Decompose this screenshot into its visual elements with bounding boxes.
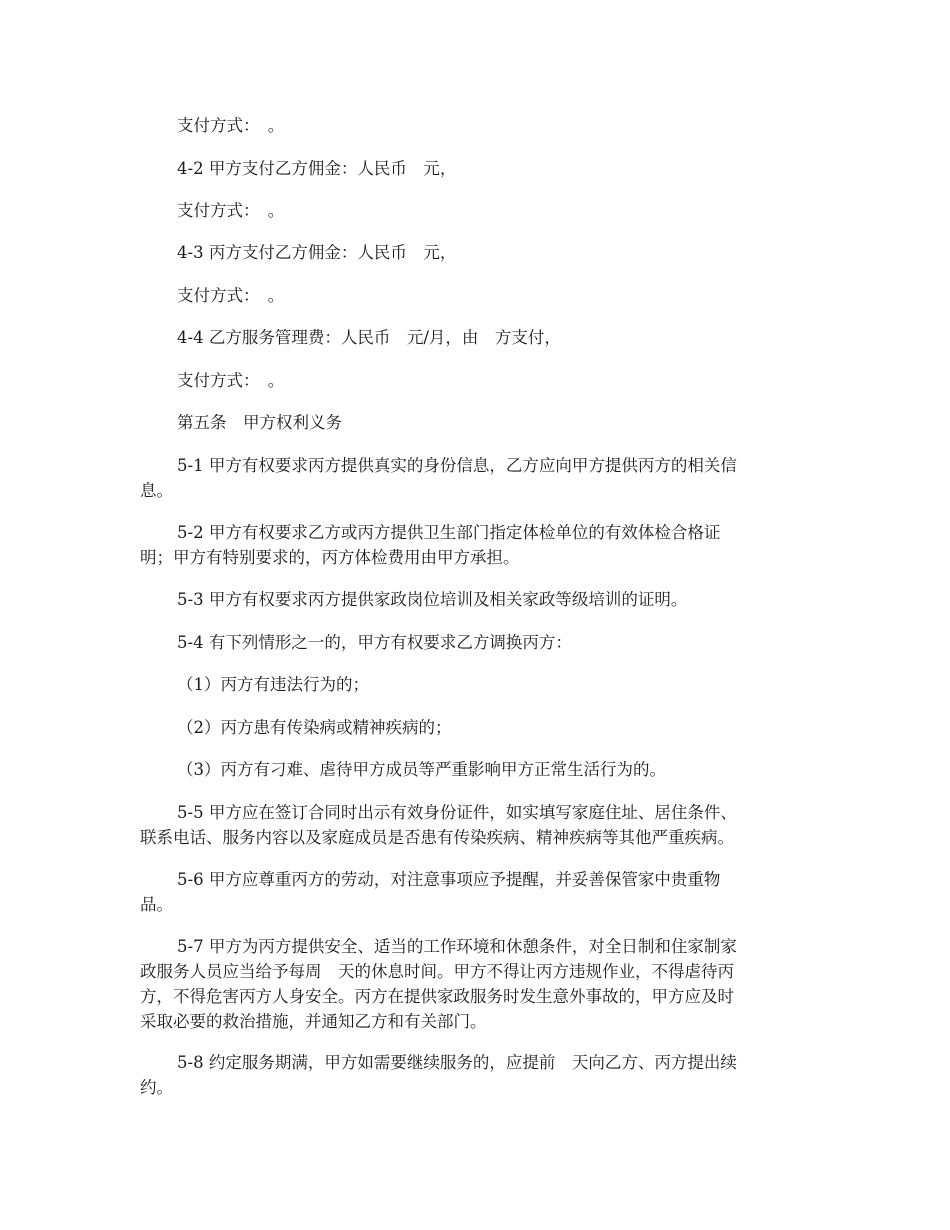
payment-method-line — [140, 198, 820, 223]
clause-5-7 — [140, 934, 820, 1034]
text-line: 5-6 甲方应尊重丙方的劳动，对注意事项应予提醒，并妥善保管家中贵重物 — [177, 870, 721, 889]
clause-5-5 — [140, 800, 820, 850]
payment-method-line — [140, 283, 820, 308]
section-heading-article-5 — [140, 410, 820, 435]
list-item-2 — [140, 715, 820, 740]
text-line: （1）丙方有违法行为的； — [177, 675, 369, 694]
clause-5-8 — [140, 1050, 820, 1100]
clause-5-6 — [140, 867, 820, 917]
clause-4-4 — [140, 325, 820, 350]
text-line: 品。 — [140, 895, 173, 914]
payment-method-line — [140, 368, 820, 393]
clause-5-4 — [140, 630, 820, 655]
text-line: 5-1 甲方有权要求丙方提供真实的身份信息，乙方应向甲方提供丙方的相关信 — [177, 456, 737, 475]
text-line: 5-4 有下列情形之一的，甲方有权要求乙方调换丙方： — [177, 633, 572, 652]
list-item-1 — [140, 672, 820, 697]
text-line: （3）丙方有刁难、虐待甲方成员等严重影响甲方正常生活行为的。 — [177, 760, 666, 779]
clause-5-2 — [140, 520, 820, 570]
text-line: 5-2 甲方有权要求乙方或丙方提供卫生部门指定体检单位的有效体检合格证 — [177, 523, 721, 542]
payment-method-line — [140, 113, 820, 138]
clause-4-3 — [140, 240, 820, 265]
text-line: 息。 — [140, 481, 173, 500]
text-line: 5-8 约定服务期满，甲方如需要继续服务的，应提前 天向乙方、丙方提出续 — [177, 1053, 737, 1072]
text-line: 联系电话、服务内容以及家庭成员是否患有传染疾病、精神疾病等其他严重疾病。 — [140, 828, 734, 847]
list-item-3 — [140, 757, 820, 782]
text-line: 支付方式： 。 — [177, 201, 285, 220]
text-line: 5-5 甲方应在签订合同时出示有效身份证件，如实填写家庭住址、居住条件、 — [177, 803, 737, 822]
text-line: 明；甲方有特别要求的，丙方体检费用由甲方承担。 — [140, 548, 520, 567]
text-line: 采取必要的救治措施，并通知乙方和有关部门。 — [140, 1012, 487, 1031]
clause-5-3 — [140, 587, 820, 612]
text-line: 第五条 甲方权利义务 — [177, 413, 342, 432]
text-line: 支付方式： 。 — [177, 116, 285, 135]
text-line: 政服务人员应当给予每周 天的休息时间。甲方不得让丙方违规作业，不得虐待丙 — [140, 962, 734, 981]
text-line: 5-7 甲方为丙方提供安全、适当的工作环境和休憩条件，对全日制和住家制家 — [177, 937, 737, 956]
text-line: （2）丙方患有传染病或精神疾病的； — [177, 718, 452, 737]
text-line: 4-3 丙方支付乙方佣金：人民币 元， — [177, 243, 457, 262]
text-line: 4-2 甲方支付乙方佣金：人民币 元， — [177, 159, 457, 178]
text-line: 方，不得危害丙方人身安全。丙方在提供家政服务时发生意外事故的，甲方应及时 — [140, 987, 734, 1006]
text-line: 支付方式： 。 — [177, 371, 285, 390]
clause-4-2 — [140, 156, 820, 181]
text-line: 4-4 乙方服务管理费：人民币 元/月，由 方支付， — [177, 328, 561, 347]
text-line: 约。 — [140, 1078, 173, 1097]
text-line: 5-3 甲方有权要求丙方提供家政岗位培训及相关家政等级培训的证明。 — [177, 590, 688, 609]
text-line: 支付方式： 。 — [177, 286, 285, 305]
clause-5-1 — [140, 453, 820, 503]
